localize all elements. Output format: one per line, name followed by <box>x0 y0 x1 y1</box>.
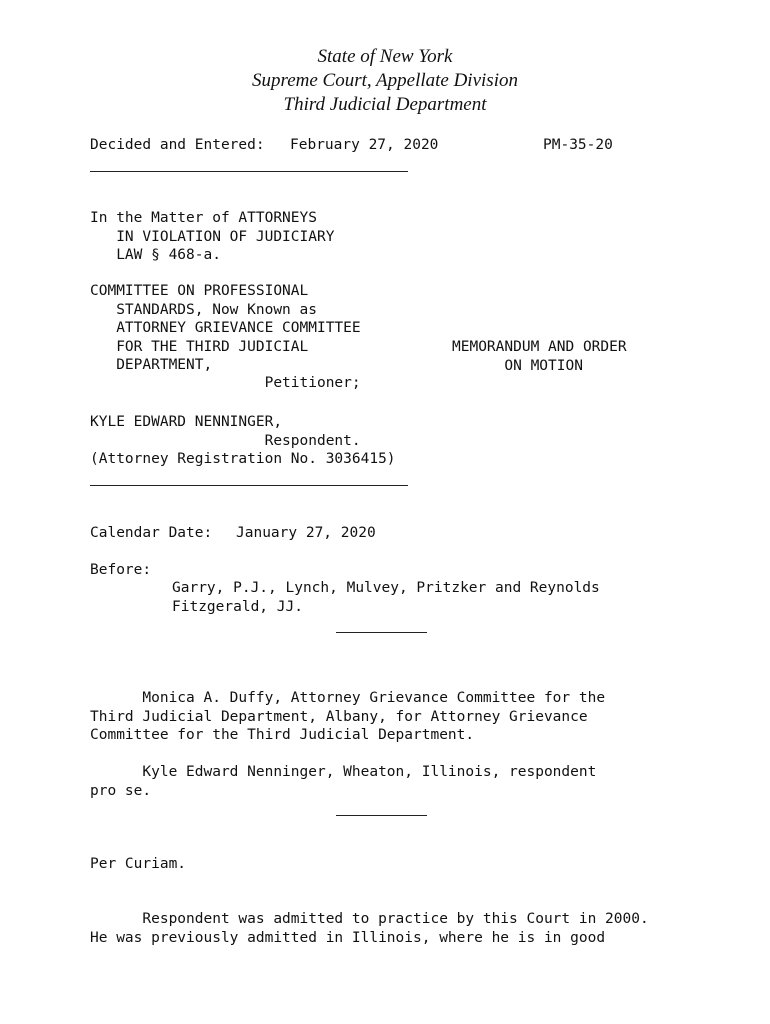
appearance-line: Kyle Edward Nenninger, Wheaton, Illinois, respondent <box>90 764 597 781</box>
justices-line: Fitzgerald, JJ. <box>172 598 303 615</box>
attorney-registration: (Attorney Registration No. 3036415) <box>90 451 396 467</box>
appearance-line: Committee for the Third Judicial Department. <box>90 727 475 744</box>
petitioner-line: FOR THE THIRD JUDICIAL <box>90 338 309 355</box>
appearance-line: Monica A. Duffy, Attorney Grievance Committee for the <box>90 690 606 707</box>
caption-top-rule <box>90 171 408 172</box>
appearance-line: Third Judicial Department, Albany, for Attorney Grievance <box>90 708 588 725</box>
petitioner-block <box>90 264 361 393</box>
before-justices <box>172 561 600 616</box>
decided-date: February 27, 2020 <box>290 137 439 153</box>
calendar-date: January 27, 2020 <box>236 525 376 541</box>
caption-bottom-rule <box>90 485 408 486</box>
calendar-label: Calendar Date: <box>90 525 213 541</box>
petitioner-line: ATTORNEY GRIEVANCE COMMITTEE <box>90 320 361 337</box>
petitioner-line: STANDARDS, Now Known as <box>90 301 317 318</box>
opinion-line: Respondent was admitted to practice by this Court in 2000. <box>90 911 649 928</box>
section-divider <box>336 632 427 633</box>
respondent-line: KYLE EDWARD NENNINGER, <box>90 414 283 431</box>
order-type-line: MEMORANDUM AND ORDER <box>452 339 627 356</box>
per-curiam-heading: Per Curiam. <box>90 856 187 872</box>
petitioner-line: COMMITTEE ON PROFESSIONAL <box>90 283 309 300</box>
decided-label: Decided and Entered: <box>90 137 265 153</box>
matter-line: In the Matter of ATTORNEYS <box>90 210 317 227</box>
section-divider <box>336 815 427 816</box>
appearance-petitioner <box>90 671 605 745</box>
petitioner-line: Petitioner; <box>90 375 361 392</box>
court-state-heading: State of New York <box>317 46 453 67</box>
court-department-heading: Third Judicial Department <box>283 94 487 115</box>
petitioner-line: DEPARTMENT, <box>90 357 213 374</box>
court-name-heading: Supreme Court, Appellate Division <box>252 70 518 91</box>
matter-line: IN VIOLATION OF JUDICIARY <box>90 228 335 245</box>
order-type-line: ON MOTION <box>452 357 583 374</box>
order-type <box>452 320 627 375</box>
respondent-line: Respondent. <box>90 432 361 449</box>
opinion-body <box>90 892 649 947</box>
matter-line: LAW § 468-a. <box>90 247 221 264</box>
docket-number: PM-35-20 <box>543 137 613 153</box>
respondent-block <box>90 395 361 450</box>
before-label: Before: <box>90 562 152 578</box>
justices-line: Garry, P.J., Lynch, Mulvey, Pritzker and Reynolds <box>172 580 600 597</box>
appearance-line: pro se. <box>90 782 152 799</box>
opinion-line: He was previously admitted in Illinois, where he is in good <box>90 929 606 946</box>
appearance-respondent <box>90 745 596 800</box>
matter-title <box>90 191 334 265</box>
